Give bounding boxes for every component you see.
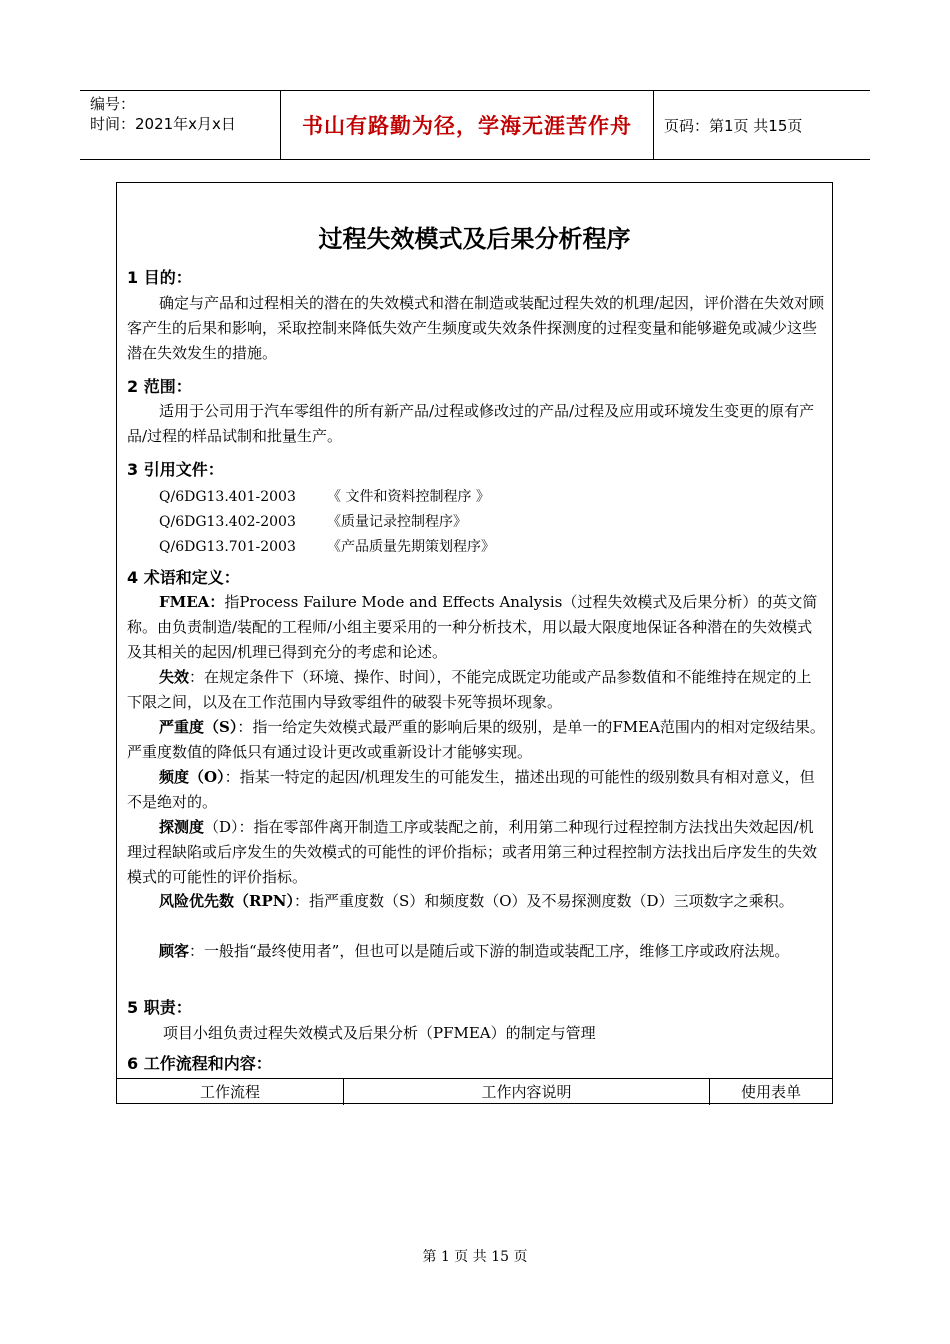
definition-text: ：在规定条件下（环境、操作、时间），不能完成既定功能或产品参数值和不能维持在规定的上下限之间，以及在工作范围内导致零组件的破裂卡死等损坏现象。 — [127, 668, 812, 711]
definition-term: 探测度 — [159, 818, 205, 836]
definition-detection — [127, 815, 825, 890]
section-5-heading: 5 职责： — [127, 998, 192, 1017]
section-1-text: 确定与产品和过程相关的潜在的失效模式和潜在制造或装配过程失效的机理/起因，评价潜在失效对顾客产生的后果和影响，采取控制来降低失效产生频度或失效条件探测度的过程变量和能够避免或减少这些潜在失效发生的措施。 — [127, 294, 825, 362]
section-6-heading: 6 工作流程和内容： — [127, 1054, 272, 1073]
definition-text: ：指一给定失效模式最严重的影响后果的级别，是单一的FMEA范围内的相对定级结果。严重度数值的降低只有通过设计更改或重新设计才能够实现。 — [127, 718, 825, 761]
page-footer: 第 1 页 共 15 页 — [422, 1249, 528, 1265]
section-4-heading: 4 术语和定义： — [127, 568, 240, 587]
number-label: 编号： — [90, 95, 136, 113]
definition-text: ：指某一特定的起因/机理发生的可能发生，描述出现的可能性的级别数具有相对意义，但不是绝对的。 — [127, 768, 815, 811]
reference-name: 《产品质量先期策划程序》 — [327, 539, 495, 555]
definition-term: 风险优先数（RPN） — [159, 892, 294, 910]
section-3-heading: 3 引用文件： — [127, 460, 224, 479]
reference-item — [159, 536, 495, 556]
reference-name: 《质量记录控制程序》 — [327, 514, 467, 530]
section-5-text: 项目小组负责过程失效模式及后果分析（PFMEA）的制定与管理 — [163, 1024, 596, 1042]
page-code: 页码：第1页 共15页 — [664, 116, 803, 135]
definition-text: ：一般指“最终使用者”，但也可以是随后或下游的制造或装配工序，维修工序或政府法规。 — [189, 942, 790, 960]
table-header-cell: 工作流程 — [117, 1079, 344, 1105]
definition-fmea — [127, 590, 825, 665]
definition-term: 失效 — [159, 668, 190, 686]
definition-text: 指Process Failure Mode and Effects Analysis（过程失效模式及后果分析）的英文简称。由负责制造/装配的工程师/小组主要采用的一种分析技术，用以最大限度地保证各种潜在的失效模式及其相关的起因/机理已得到充分的考虑和论述。 — [127, 593, 818, 661]
header-meta-cell — [80, 91, 281, 159]
reference-code: Q/6DG13.401-2003 — [159, 489, 296, 505]
definition-term: 严重度（S） — [159, 718, 238, 736]
reference-code: Q/6DG13.402-2003 — [159, 514, 296, 530]
definition-failure — [127, 665, 825, 715]
reference-item — [159, 486, 490, 506]
document-box — [116, 182, 833, 1104]
definition-customer — [127, 939, 825, 964]
definition-severity — [127, 715, 825, 765]
header-page-cell — [654, 91, 870, 159]
definition-term: FMEA： — [159, 593, 225, 611]
section-2-text: 适用于公司用于汽车零组件的所有新产品/过程或修改过的产品/过程及应用或环境发生变更的原有产品/过程的样品试制和批量生产。 — [127, 402, 815, 445]
section-2-heading: 2 范围： — [127, 377, 192, 396]
definition-text: ：指严重度数（S）和频度数（O）及不易探测度数（D）三项数字之乘积。 — [293, 892, 794, 910]
table-header-cell: 工作内容说明 — [344, 1079, 710, 1105]
time-label: 时间：2021年x月x日 — [90, 115, 236, 133]
definition-text: （D）：指在零部件离开制造工序或装配之前，利用第二种现行过程控制方法找出失效起因/机理过程缺陷或后序发生的失效模式的可能性的评价指标；或者用第三种过程控制方法找出后序发生的失效模式的可能性的评价指标。 — [127, 818, 818, 886]
definition-rpn — [127, 889, 825, 914]
section-1-heading: 1 目的： — [127, 268, 192, 287]
definition-term: 顾客 — [159, 942, 190, 960]
definition-occurrence — [127, 765, 825, 815]
reference-name: 《 文件和资料控制程序 》 — [327, 489, 490, 505]
reference-code: Q/6DG13.701-2003 — [159, 539, 296, 555]
document-title: 过程失效模式及后果分析程序 — [318, 225, 631, 253]
workflow-table-header — [117, 1078, 832, 1105]
reference-item — [159, 511, 467, 531]
motto: 书山有路勤为径，学海无涯苦作舟 — [302, 114, 632, 138]
definition-term: 频度（O） — [159, 768, 225, 786]
page-header — [80, 90, 870, 160]
table-header-cell: 使用表单 — [740, 1083, 801, 1101]
header-motto-cell — [281, 91, 654, 159]
